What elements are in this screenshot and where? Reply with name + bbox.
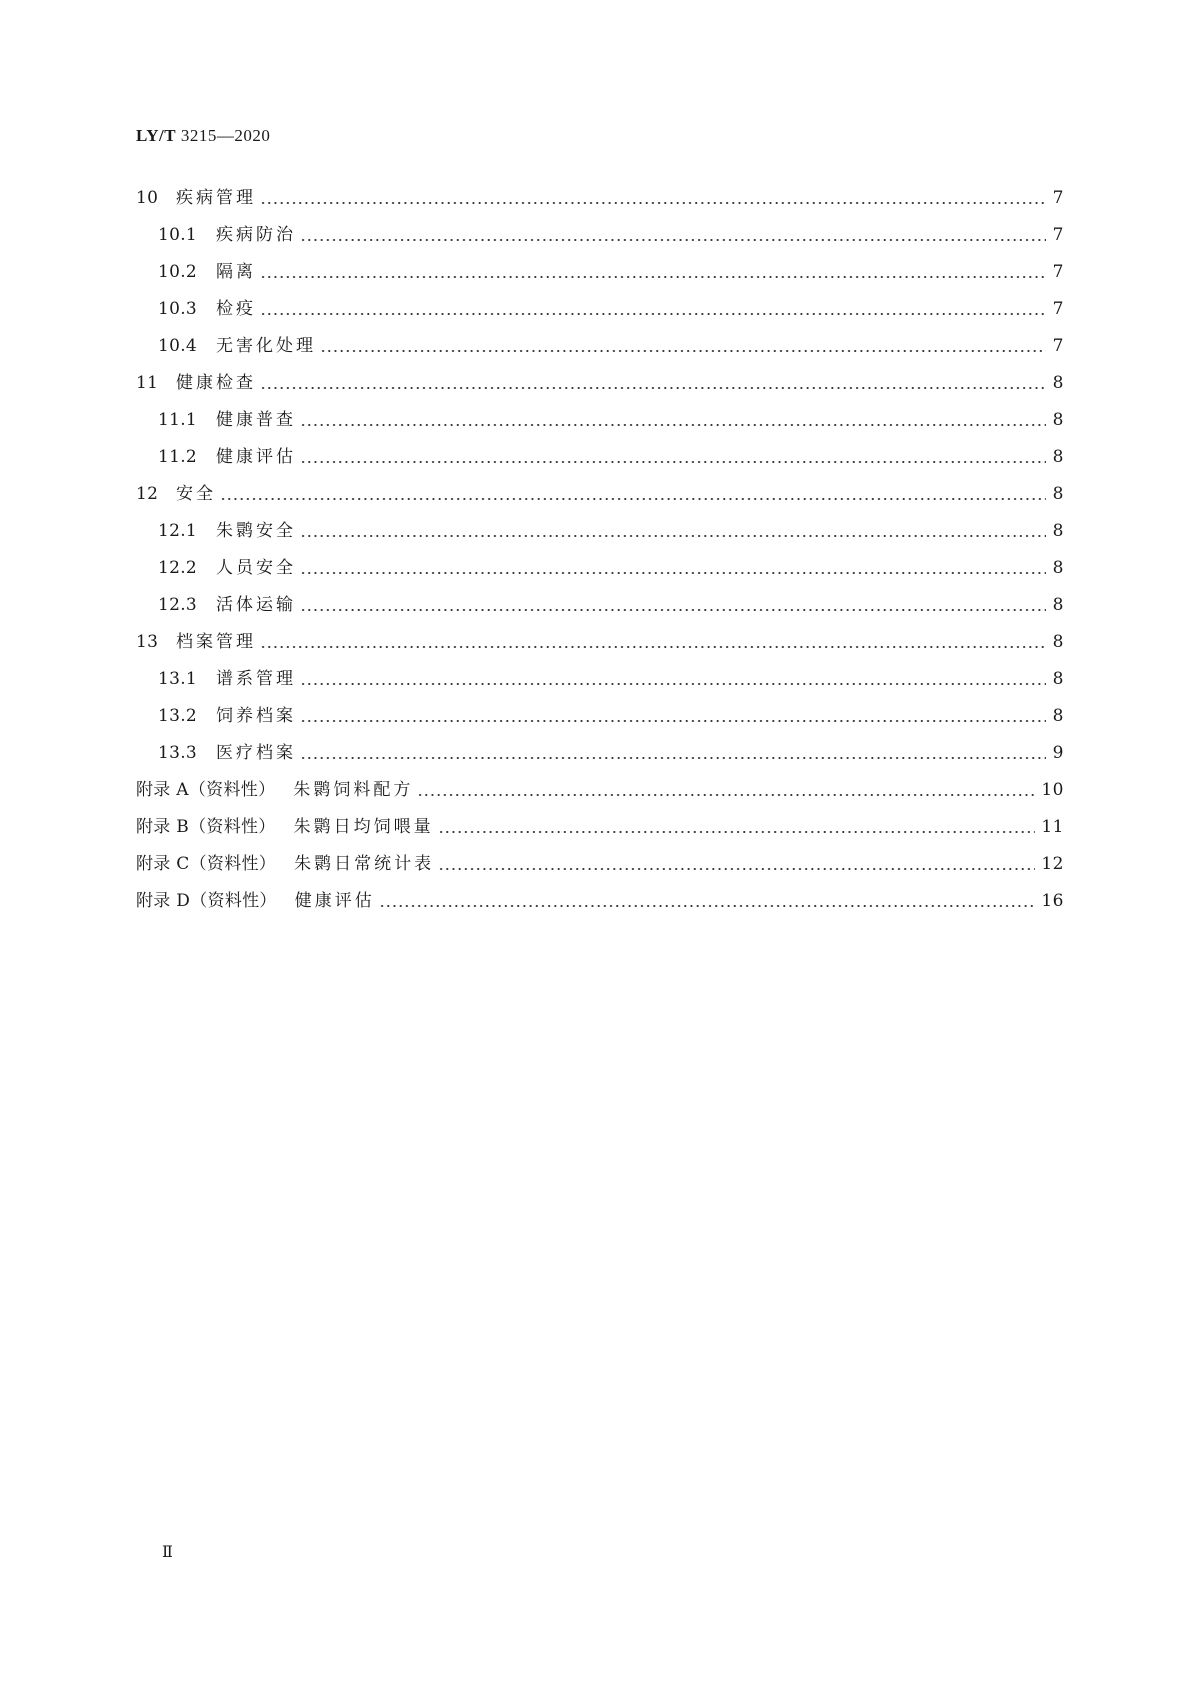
toc-entry-13-2[interactable] xyxy=(136,698,1064,735)
toc-entry-page: 8 xyxy=(1052,595,1064,615)
page-number: Ⅱ xyxy=(162,1544,173,1561)
toc-entry-number: 附录 A（资料性） xyxy=(136,780,276,800)
document-code-header xyxy=(136,126,270,146)
dot-leader xyxy=(300,735,1046,772)
dot-leader xyxy=(438,846,1035,883)
dot-leader xyxy=(260,254,1046,291)
toc-entry-number: 10.1 xyxy=(158,225,198,245)
dot-leader xyxy=(220,476,1046,513)
toc-entry-page: 8 xyxy=(1052,373,1064,393)
toc-entry-12[interactable] xyxy=(136,476,1064,513)
toc-entry-page: 8 xyxy=(1052,521,1064,541)
toc-entry-number: 11.1 xyxy=(158,410,198,430)
toc-entry-title: 朱鹮饲料配方 xyxy=(293,780,414,800)
toc-entry-12-1[interactable] xyxy=(136,513,1064,550)
dot-leader xyxy=(260,624,1046,661)
toc-entry-title: 档案管理 xyxy=(176,632,256,652)
toc-entry-page: 16 xyxy=(1041,891,1064,911)
toc-entry-page: 8 xyxy=(1052,632,1064,652)
toc-entry-page: 8 xyxy=(1052,706,1064,726)
dot-leader xyxy=(260,180,1046,217)
toc-entry-12-2[interactable] xyxy=(136,550,1064,587)
toc-entry-title: 谱系管理 xyxy=(216,669,296,689)
toc-entry-appendix-d[interactable] xyxy=(136,883,1064,920)
toc-entry-number: 13 xyxy=(136,632,159,652)
toc-entry-number: 附录 C（资料性） xyxy=(136,854,277,874)
toc-entry-page: 8 xyxy=(1052,669,1064,689)
toc-entry-title: 疾病管理 xyxy=(176,188,256,208)
toc-entry-10-4[interactable] xyxy=(136,328,1064,365)
toc-entry-title: 人员安全 xyxy=(216,558,296,578)
toc-entry-number: 13.3 xyxy=(158,743,198,763)
toc-entry-title: 健康评估 xyxy=(294,891,375,911)
toc-entry-number: 12.2 xyxy=(158,558,198,578)
toc-entry-title: 朱鹮安全 xyxy=(216,521,296,541)
toc-entry-11-2[interactable] xyxy=(136,439,1064,476)
toc-entry-13-1[interactable] xyxy=(136,661,1064,698)
dot-leader xyxy=(438,809,1036,846)
toc-entry-title: 无害化处理 xyxy=(216,336,316,356)
toc-entry-title: 活体运输 xyxy=(216,595,296,615)
toc-entry-10[interactable] xyxy=(136,180,1064,217)
table-of-contents xyxy=(136,180,1064,920)
toc-entry-title: 朱鹮日均饲喂量 xyxy=(293,817,434,837)
toc-entry-title: 隔离 xyxy=(216,262,256,282)
toc-entry-title: 医疗档案 xyxy=(216,743,296,763)
dot-leader xyxy=(300,587,1046,624)
toc-entry-number: 13.1 xyxy=(158,669,198,689)
toc-entry-page: 8 xyxy=(1052,558,1064,578)
toc-entry-appendix-b[interactable] xyxy=(136,809,1064,846)
toc-entry-11-1[interactable] xyxy=(136,402,1064,439)
toc-entry-11[interactable] xyxy=(136,365,1064,402)
toc-entry-10-1[interactable] xyxy=(136,217,1064,254)
toc-entry-title: 健康评估 xyxy=(216,447,296,467)
toc-entry-12-3[interactable] xyxy=(136,587,1064,624)
toc-entry-page: 7 xyxy=(1052,188,1064,208)
toc-entry-appendix-c[interactable] xyxy=(136,846,1064,883)
toc-entry-page: 7 xyxy=(1052,336,1064,356)
dot-leader xyxy=(300,217,1046,254)
toc-entry-13-3[interactable] xyxy=(136,735,1064,772)
toc-entry-number: 12 xyxy=(136,484,159,504)
toc-entry-title: 朱鹮日常统计表 xyxy=(294,854,435,874)
toc-entry-title: 饲养档案 xyxy=(216,706,296,726)
dot-leader xyxy=(300,661,1046,698)
dot-leader xyxy=(300,513,1046,550)
toc-entry-page: 8 xyxy=(1052,484,1064,504)
toc-entry-number: 11 xyxy=(136,373,159,393)
toc-entry-page: 11 xyxy=(1041,817,1064,837)
toc-entry-page: 9 xyxy=(1052,743,1064,763)
dot-leader xyxy=(300,439,1046,476)
toc-entry-number: 附录 D（资料性） xyxy=(136,891,277,911)
toc-entry-page: 7 xyxy=(1052,299,1064,319)
toc-entry-page: 7 xyxy=(1052,262,1064,282)
toc-entry-number: 11.2 xyxy=(158,447,198,467)
dot-leader xyxy=(260,365,1046,402)
toc-entry-title: 安全 xyxy=(176,484,216,504)
toc-entry-page: 7 xyxy=(1052,225,1064,245)
toc-entry-number: 附录 B（资料性） xyxy=(136,817,276,837)
dot-leader xyxy=(417,772,1035,809)
toc-entry-10-3[interactable] xyxy=(136,291,1064,328)
dot-leader xyxy=(300,550,1046,587)
standard-number: 3215—2020 xyxy=(180,126,271,145)
standard-code: LY/T xyxy=(136,126,177,145)
toc-entry-13[interactable] xyxy=(136,624,1064,661)
toc-entry-number: 12.3 xyxy=(158,595,198,615)
dot-leader xyxy=(320,328,1046,365)
toc-entry-number: 10 xyxy=(136,188,159,208)
dot-leader xyxy=(260,291,1046,328)
toc-entry-number: 10.3 xyxy=(158,299,198,319)
toc-entry-10-2[interactable] xyxy=(136,254,1064,291)
toc-entry-title: 健康检查 xyxy=(176,373,256,393)
toc-entry-title: 健康普查 xyxy=(216,410,296,430)
dot-leader xyxy=(300,698,1046,735)
toc-entry-page: 8 xyxy=(1052,447,1064,467)
dot-leader xyxy=(379,883,1036,920)
dot-leader xyxy=(300,402,1046,439)
toc-entry-appendix-a[interactable] xyxy=(136,772,1064,809)
toc-entry-page: 8 xyxy=(1052,410,1064,430)
toc-entry-title: 检疫 xyxy=(216,299,256,319)
toc-entry-number: 12.1 xyxy=(158,521,198,541)
toc-entry-title: 疾病防治 xyxy=(216,225,296,245)
toc-entry-number: 10.4 xyxy=(158,336,198,356)
toc-entry-number: 13.2 xyxy=(158,706,198,726)
toc-entry-page: 12 xyxy=(1041,854,1064,874)
toc-entry-page: 10 xyxy=(1041,780,1064,800)
toc-entry-number: 10.2 xyxy=(158,262,198,282)
